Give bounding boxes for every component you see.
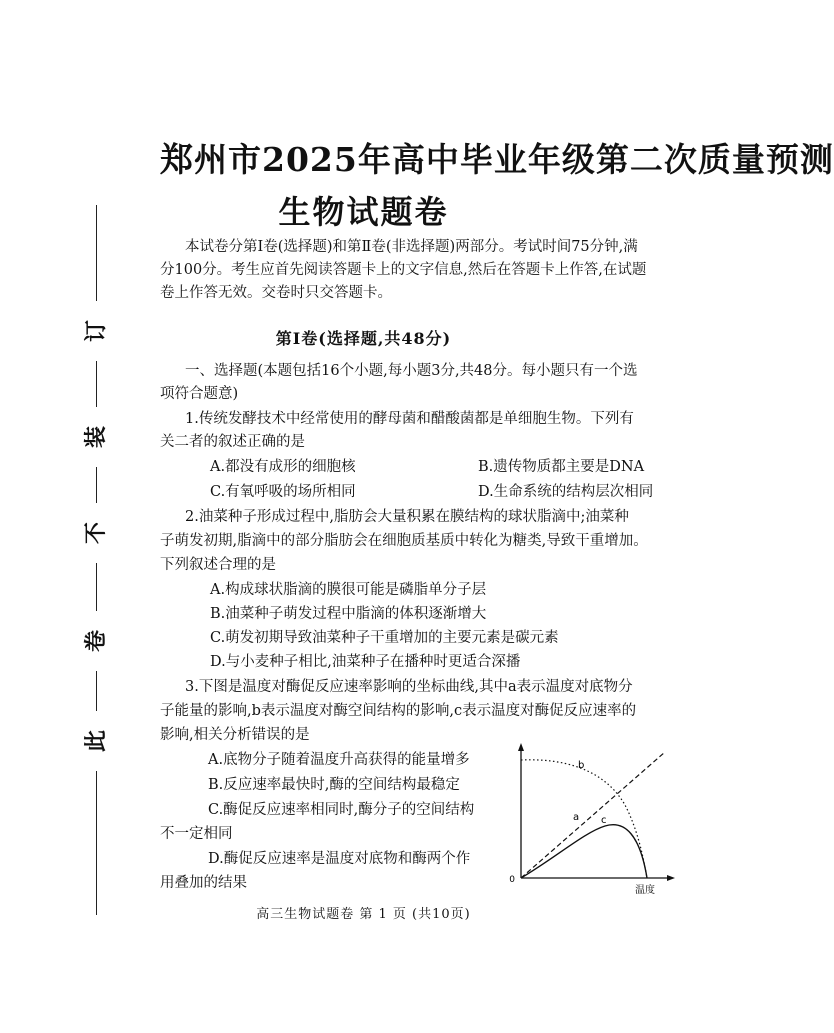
q3-stem-1: 3.下图是温度对酶促反应速率影响的坐标曲线,其中a表示温度对底物分	[185, 679, 633, 695]
q2-option-d: D.与小麦种子相比,油菜种子在播种时更适合深播	[210, 654, 521, 670]
section-instruction-1: 一、选择题(本题包括16个小题,每小题3分,共48分。每小题只有一个选	[185, 363, 638, 379]
q1-option-a: A.都没有成形的细胞核	[210, 459, 356, 475]
curve-c	[521, 825, 647, 878]
q2-stem-2: 子萌发初期,脂滴中的部分脂肪会在细胞质基质中转化为糖类,导致干重增加。	[160, 533, 648, 549]
binding-label-ding: 订	[83, 301, 109, 361]
exam-title: 郑州市2025年高中毕业年级第二次质量预测	[160, 140, 834, 179]
binding-label-juan: 卷	[83, 611, 109, 671]
binding-label-ci: 此	[83, 711, 109, 771]
q1-stem-2: 关二者的叙述正确的是	[160, 434, 305, 450]
section-instruction-2: 项符合题意)	[160, 386, 239, 402]
q1-stem-1: 1.传统发酵技术中经常使用的酵母菌和醋酸菌都是单细胞生物。下列有	[185, 411, 634, 427]
q3-option-c-1: C.酶促反应速率相同时,酶分子的空间结构	[208, 802, 475, 818]
q3-stem-3: 影响,相关分析错误的是	[160, 727, 310, 743]
page-footer: 高三生物试题卷 第 1 页 (共10页)	[256, 907, 471, 922]
q3-option-a: A.底物分子随着温度升高获得的能量增多	[208, 752, 470, 768]
q1-option-c: C.有氧呼吸的场所相同	[210, 484, 356, 500]
curve-a-label: a	[573, 812, 580, 823]
q2-option-c: C.萌发初期导致油菜种子干重增加的主要元素是碳元素	[210, 630, 559, 646]
intro-line-3: 卷上作答无效。交卷时只交答题卡。	[160, 285, 392, 301]
q3-stem-2: 子能量的影响,b表示温度对酶空间结构的影响,c表示温度对酶促反应速率的	[160, 703, 637, 719]
origin-label: 0	[509, 875, 515, 885]
q3-option-c-2: 不一定相同	[160, 826, 233, 842]
binding-label-bu: 不	[83, 503, 109, 563]
intro-line-2: 分100分。考生应首先阅读答题卡上的文字信息,然后在答题卡上作答,在试题	[160, 262, 647, 278]
q3-figure	[505, 740, 680, 898]
q1-option-d: D.生命系统的结构层次相同	[478, 484, 654, 500]
curve-b-label: b	[578, 760, 585, 771]
q2-stem-3: 下列叙述合理的是	[160, 557, 276, 573]
q1-option-b: B.遗传物质都主要是DNA	[478, 459, 645, 475]
q2-option-b: B.油菜种子萌发过程中脂滴的体积逐渐增大	[210, 606, 487, 622]
intro-line-1: 本试卷分第Ⅰ卷(选择题)和第Ⅱ卷(非选择题)两部分。考试时间75分钟,满	[185, 239, 638, 255]
q2-stem-1: 2.油菜种子形成过程中,脂肪会大量积累在膜结构的球状脂滴中;油菜种	[185, 509, 629, 525]
q2-option-a: A.构成球状脂滴的膜很可能是磷脂单分子层	[210, 582, 487, 598]
x-axis-label: 温度	[635, 885, 655, 896]
q3-option-d-1: D.酶促反应速率是温度对底物和酶两个作	[208, 851, 471, 867]
q3-option-d-2: 用叠加的结果	[160, 875, 247, 891]
q3-option-b: B.反应速率最快时,酶的空间结构最稳定	[208, 777, 460, 793]
y-axis-arrow	[518, 743, 524, 751]
x-axis-arrow	[667, 875, 675, 881]
exam-subtitle: 生物试题卷	[278, 193, 449, 231]
binding-label-zhuang: 装	[83, 407, 109, 467]
curve-b	[521, 760, 647, 878]
curve-c-label: c	[601, 815, 607, 826]
section-title: 第Ⅰ卷(选择题,共48分)	[275, 329, 452, 348]
